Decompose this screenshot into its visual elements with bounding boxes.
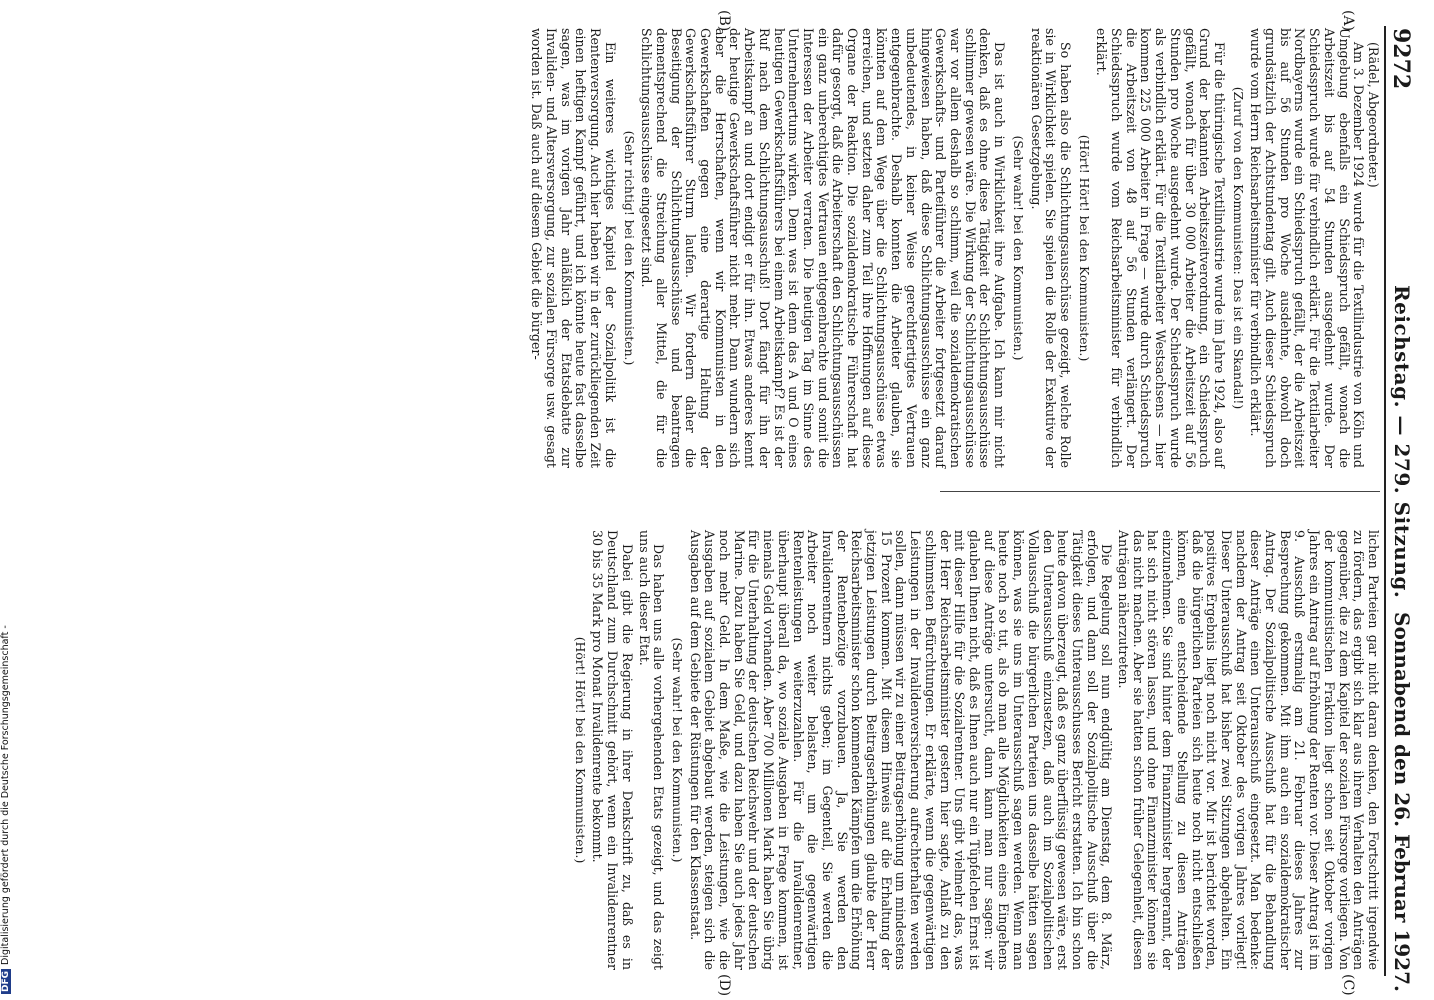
interjection: (Zuruf von den Kommunisten: Das ist ein Skandal!) <box>1230 86 1246 410</box>
interjection: (Hört! Hört! bei den Kommunisten.) <box>1076 134 1092 362</box>
paragraph: Ein weiteres wichtiges Kapitel der Sozialpolitik ist die Rentenversorgung. Auch hier haben wir in der zurückliegenden Zeit einen heftigen Kampf geführt, und ich könnte heute fast dasselbe sagen, was im vorigen Jahr anläßlich der Etatsdebatte zur Invaliden- und Altersversorgung, zur sozialen Fürsorge usw. gesagt worden ist. Daß auch auf diesem Gebiet die bürger- <box>529 28 618 468</box>
speaker-label: (Rädel, Abgeordneter.) <box>1366 42 1381 188</box>
page-number: 9272 <box>1388 28 1414 90</box>
digitization-text: Digitalisierung gefördert durch die Deutsche Forschungsgemeinschaft - <box>0 625 11 965</box>
interjection: (Hört! Hört! bei den Kommunisten.) <box>572 636 588 864</box>
margin-mark-c: (C) <box>1340 974 1356 996</box>
margin-mark-a: (A) <box>1340 10 1356 32</box>
margin-mark-d: (D) <box>716 974 732 997</box>
left-column <box>527 28 1380 468</box>
paragraph: Das haben uns alle vorhergehenden Etats gezeigt, und das zeigt uns auch dieser Etat. <box>636 530 667 970</box>
interjection: (Sehr richtig! bei den Kommunisten.) <box>621 130 637 366</box>
interjection: (Sehr wahr! bei den Kommunisten.) <box>669 637 685 863</box>
paragraph: Die Regelung soll nun endgültig am Dienstag, dem 8. März, erfolgen, und dann soll der Sozialpolitische Ausschuß über die Tätigkeit dieses Unterausschusses Bericht erstatten. Ich bin schon heute davon überzeugt, daß es ganz überflüssig gewesen wäre, erst den Unterausschuß einzusetzen, daß auch im Sozialpolitischen Vollausschuß die bürgerlichen Parteien uns dasselbe hätten sagen können, was sie uns im Unterausschuß sagen werden. Wenn man heute noch so tut, als ob man alle Möglichkeiten eines Eingehens auf diese Anträge untersucht, dann kann man nur sagen: wir glauben Ihnen nicht, daß es Ihnen auch nur ein Tüpfelchen Ernst ist mit dieser Hilfe für die Sozialrentner. Uns gibt vielmehr das, was der Herr Reichsarbeitsminister gestern hier sagte, Anlaß zu den schlimmsten Befürchtungen. Er erklärte, wenn die gegenwärtigen Leistungen in der Invalidenversicherung aufrechterhalten werden sollen, dann müssen wir zu einer Beitragserhöhung um mindestens 15 Prozent kommen. Mit diesem Hinweis auf die Erhaltung der jetzigen Leistungen durch Beitragserhöhungen glaubte der Herr Reichsarbeitsminister schon kommenden Kämpfen um die Erhöhung der Rentenbezüge vorzubauen. Ja, Sie werden den Invalidenrentnern nichts geben; im Gegenteil, Sie werden die Arbeiter noch weiter belasten, um die gegenwärtigen Rentenleistungen weiterzuzahlen. Für die Invalidenrentner, überhaupt überall da, wo soziale Ausgaben in Frage kommen, ist niemals Geld vorhanden. Aber 700 Millionen Mark haben Sie übrig für die Unterhaltung der deutschen Reichswehr und der deutschen Marine. Dazu haben Sie Geld, und dazu haben Sie auch jedes Jahr noch mehr Geld. In dem Maße, wie die Leistungen, wie die Ausgaben auf sozialem Gebiet abgebaut werden, steigen sich die Ausgaben auf dem Gebiete der Rüstungen für den Klassenstaat. <box>687 530 1115 970</box>
margin-mark-b: (B) <box>716 10 732 32</box>
paragraph: Am 3. Dezember 1924 wurde für die Textilindustrie von Köln und Umgebung ebenfalls ein Schiedsspruch gefällt, wonach die Arbeitszeit bis auf 54 Stunden ausgedehnt wurde. Der Schiedsspruch wurde für verbindlich erklärt. Für die Textilarbeiter Nordbayerns wurde ein Schiedsspruch gefällt, der die Arbeitszeit bis auf 56 Stunden pro Woche ausdehnte, obwohl doch grundsätzlich der Achtstundentag gilt. Auch dieser Schiedsspruch wurde vom Herrn Reichsarbeitsminister für verbindlich erklärt. <box>1248 28 1367 468</box>
page-date: Sonnabend den 26. Februar 1927. <box>1390 612 1414 992</box>
right-column <box>568 530 1380 970</box>
interjection: (Sehr wahr! bei den Kommunisten.) <box>1010 135 1026 361</box>
digitization-note <box>0 0 14 1000</box>
paragraph: So haben also die Schlichtungsausschüsse gezeigt, welche Rolle sie in Wirklichkeit spielen. Sie spielen die Rolle der Exekutive der reaktionären Gesetzgebung. <box>1028 28 1073 468</box>
dfg-logo-icon: DFG <box>1 970 11 992</box>
paragraph: Für die thüringische Textilindustrie wurde im Jahre 1924, also auf Grund der bekannten Arbeitszeitverordnung, ein Schiedsspruch gefällt, wonach für über 30 000 Arbeiter die Arbeitszeit auf 56 Stunden pro Woche ausgedehnt wurde. Der Schiedsspruch wurde als verbindlich erklärt. Für die Textilarbeiter Westsachsens — hier kommen 225 000 Arbeiter in Frage — wurde durch Schiedsspruch die Arbeitszeit von 48 auf 56 Stunden verlängert. Der Schiedsspruch wurde vom Reichsarbeitsminister für verbindlich erklärt. <box>1094 28 1227 468</box>
header-rule <box>1384 26 1386 976</box>
paragraph: Das ist auch in Wirklichkeit ihre Aufgabe. Ich kann mir nicht denken, daß es ohne diese Tätigkeit der Schlichtungsausschüsse schlimmer gewesen wäre. Die Wirkung der Schlichtungsausschüsse war vor allem deshalb so schlimm, weil die sozialdemokratischen Gewerkschafts- und Parteiführer die Arbeiter fortgesetzt darauf hingewiesen haben, daß diese Schlichtungsausschüsse ein ganz unbedeutendes, in keiner Weise gerechtfertigtes Vertrauen entgegenbrachte. Deshalb konnten die Arbeiter glauben, sie könnten auf dem Wege über die Schlichtungsausschüsse etwas erreichen, und setzten daher zum Teil ihre Hoffnungen auf diese Organe der Reaktion. Die sozialdemokratische Führerschaft hat dafür gesorgt, daß die Arbeiterschaft den Schlichtungsausschüssen ein ganz unberechtigtes Vertrauen entgegenbrachte und somit die Interessen der Arbeiter verraten. Die heutigen Tag im Sinne des Unternehmertums wirken. Denn was ist denn das A und O eines heutigen Gewerkschaftsführers bei einem Arbeitskampf? Es ist der Ruf nach dem Schlichtungsausschuß! Dort fängt für ihn der Arbeitskampf an und dort endigt er für ihn. Etwas anderes kennt der heutige Gewerkschaftsführer nicht mehr. Dann wundern sich aber die Herrschaften, wenn wir Kommunisten in den Gewerkschaften gegen eine derartige Haltung der Gewerkschaftsführer Sturm laufen. Wir fordern daher die Beseitigung der Schlichtungsausschüsse und beantragen dementsprechend die Streichung aller Mittel, die für die Schlichtungsausschüsse eingesetzt sind. <box>639 28 1008 468</box>
page-title: Reichstag. — 279. Sitzung. <box>1390 285 1414 599</box>
paragraph: lichen Parteien gar nicht daran denken, den Fortschritt irgendwie zu fördern, das ergibt sich klar aus ihrem Verhalten den Anträgen gegenüber, die zu dem Kapitel der sozialen Fürsorge vorliegen. Von der kommunistischen Fraktion liegt schon seit Oktober vorigen Jahres ein Antrag auf Erhöhung der Renten vor. Dieser Antrag ist im 9. Ausschuß erstmalig am 21. Februar dieses Jahres zur Besprechung gekommen. Mit ihm auch ein sozialdemokratischer Antrag. Der Sozialpolitische Ausschuß hat für die Behandlung dieser Anträge einen Unterausschuß eingesetzt. Man bedenke: nachdem der Antrag seit Oktober des vorigen Jahres vorliegt! Dieser Unterausschuß hat bisher zwei Sitzungen abgehalten. Ein positives Ergebnis liegt noch nicht vor. Mir ist berichtet worden, daß die bürgerlichen Parteien sich heute noch nicht entschließen können, eine entscheidende Stellung zu diesen Anträgen einzunehmen. Sie sind hinter dem Finanzminister hergerannt, der hat sich nicht stören lassen, und ohne Finanzminister können sie das nicht machen. Aber sie hatten schon früher Gelegenheit, diesen Anträgen näherzutreten. <box>1116 530 1381 970</box>
paragraph: Dabei gibt die Regierung in ihrer Denkschrift zu, daß es in Deutschland zum Durchschnitt gehört, wenn ein Invalidenrentner 30 bis 35 Mark pro Monat Invalidenrente bekommt. <box>590 530 635 970</box>
column-divider <box>940 491 1380 492</box>
